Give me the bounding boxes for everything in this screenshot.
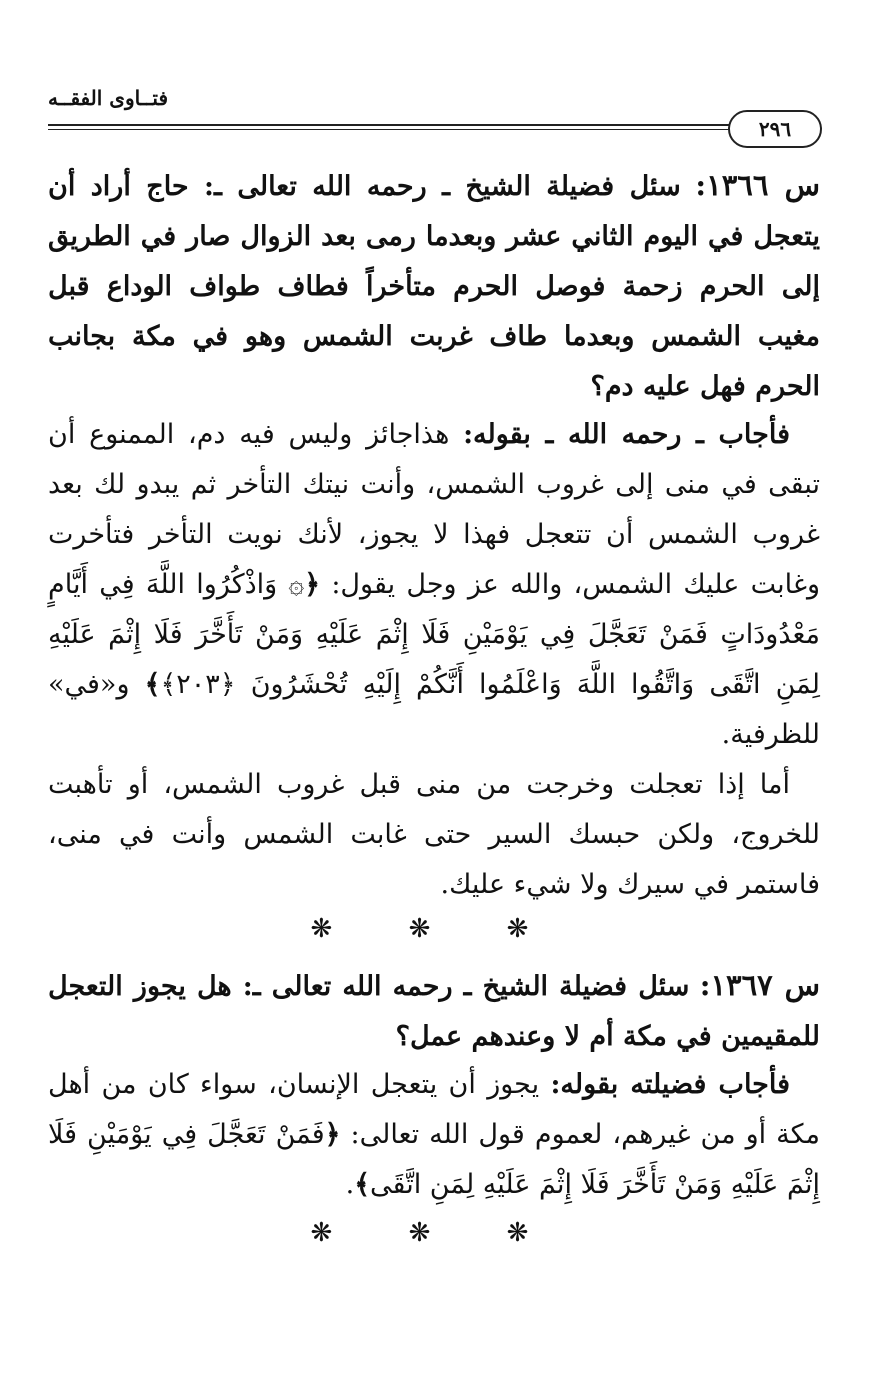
answer-1-continuation xyxy=(48,760,820,910)
answer-1-after-verse: و«في» للظرفية. xyxy=(48,669,820,750)
answer-2-label: فأجاب فضيلته بقوله: xyxy=(550,1069,790,1100)
answer-1 xyxy=(48,410,820,760)
answer-2 xyxy=(48,1060,820,1210)
section-separator: ❋ ❋ ❋ xyxy=(310,914,563,944)
answer-2-text: يجوز أن يتعجل الإنسان، سواء كان من أهل مكة أو من غيرهم، لعموم قول الله تعالى: xyxy=(48,1069,820,1150)
quran-verse-2: فَمَنْ تَعَجَّلَ فِي يَوْمَيْنِ فَلَا إِثْمَ عَلَيْهِ وَمَنْ تَأَخَّرَ فَلَا إِثْمَ عَلَيْهِ لِمَنِ اتَّقَى xyxy=(48,1119,820,1200)
question-2-label: س ١٣٦٧: xyxy=(699,968,820,1002)
question-1-text: سئل فضيلة الشيخ ـ رحمه الله تعالى ـ: حاج أراد أن يتعجل في اليوم الثاني عشر وبعدما رمى بعد الزوال صار في الطريق إلى الحرم زحمة فوصل الحرم متأخراً فطاف طواف الوداع قبل مغيب الشمس وبعدما طاف غربت الشمس وهو في مكة بجانب الحرم فهل عليه دم؟ xyxy=(48,171,820,402)
page-number: ٢٩٦ xyxy=(728,110,822,148)
question-1-label: س ١٣٦٦: xyxy=(695,168,820,202)
quran-verse-1: ۞ وَاذْكُرُوا اللَّهَ فِي أَيَّامٍ مَعْدُودَاتٍ فَمَنْ تَعَجَّلَ فِي يَوْمَيْنِ فَلَا إِثْمَ عَلَيْهِ وَمَنْ تَأَخَّرَ فَلَا إِثْمَ عَلَيْهِ لِمَنِ اتَّقَى وَاتَّقُوا اللَّهَ وَاعْلَمُوا أَنَّكُمْ إِلَيْهِ تُحْشَرُونَ ﴿٢٠٣﴾ xyxy=(48,569,820,700)
header-rule xyxy=(48,124,738,126)
question-1 xyxy=(48,160,820,412)
quran-open-bracket: ﴿ xyxy=(324,1119,341,1150)
quran-close-bracket: ﴾ xyxy=(354,1169,371,1200)
answer-1-label: فأجاب ـ رحمه الله ـ بقوله: xyxy=(463,419,790,450)
quran-open-bracket: ﴿ xyxy=(304,569,321,600)
header-rule-thin xyxy=(48,129,738,130)
question-2 xyxy=(48,960,820,1062)
question-2-text: سئل فضيلة الشيخ ـ رحمه الله تعالى ـ: هل يجوز التعجل للمقيمين في مكة أم لا وعندهم عمل؟ xyxy=(48,971,820,1052)
quran-close-bracket: ﴾ xyxy=(144,669,161,700)
running-title: فتــاوى الفقــه xyxy=(48,86,169,110)
section-separator: ❋ ❋ ❋ xyxy=(310,1218,563,1248)
answer-2-end: . xyxy=(345,1169,355,1200)
answer-1-continuation-text: أما إذا تعجلت وخرجت من منى قبل غروب الشمس، أو تأهبت للخروج، ولكن حبسك السير حتى غابت الشمس وأنت في منى، فاستمر في سيرك ولا شيء عليك. xyxy=(48,769,820,900)
answer-1-text: هذاجائز وليس فيه دم، الممنوع أن تبقى في منى إلى غروب الشمس، وأنت نيتك التأخر ثم يبدو لك بعد غروب الشمس أن تتعجل فهذا لا يجوز، لأنك نويت التأخر فتأخرت وغابت عليك الشمس، والله عز وجل يقول: xyxy=(48,419,820,600)
